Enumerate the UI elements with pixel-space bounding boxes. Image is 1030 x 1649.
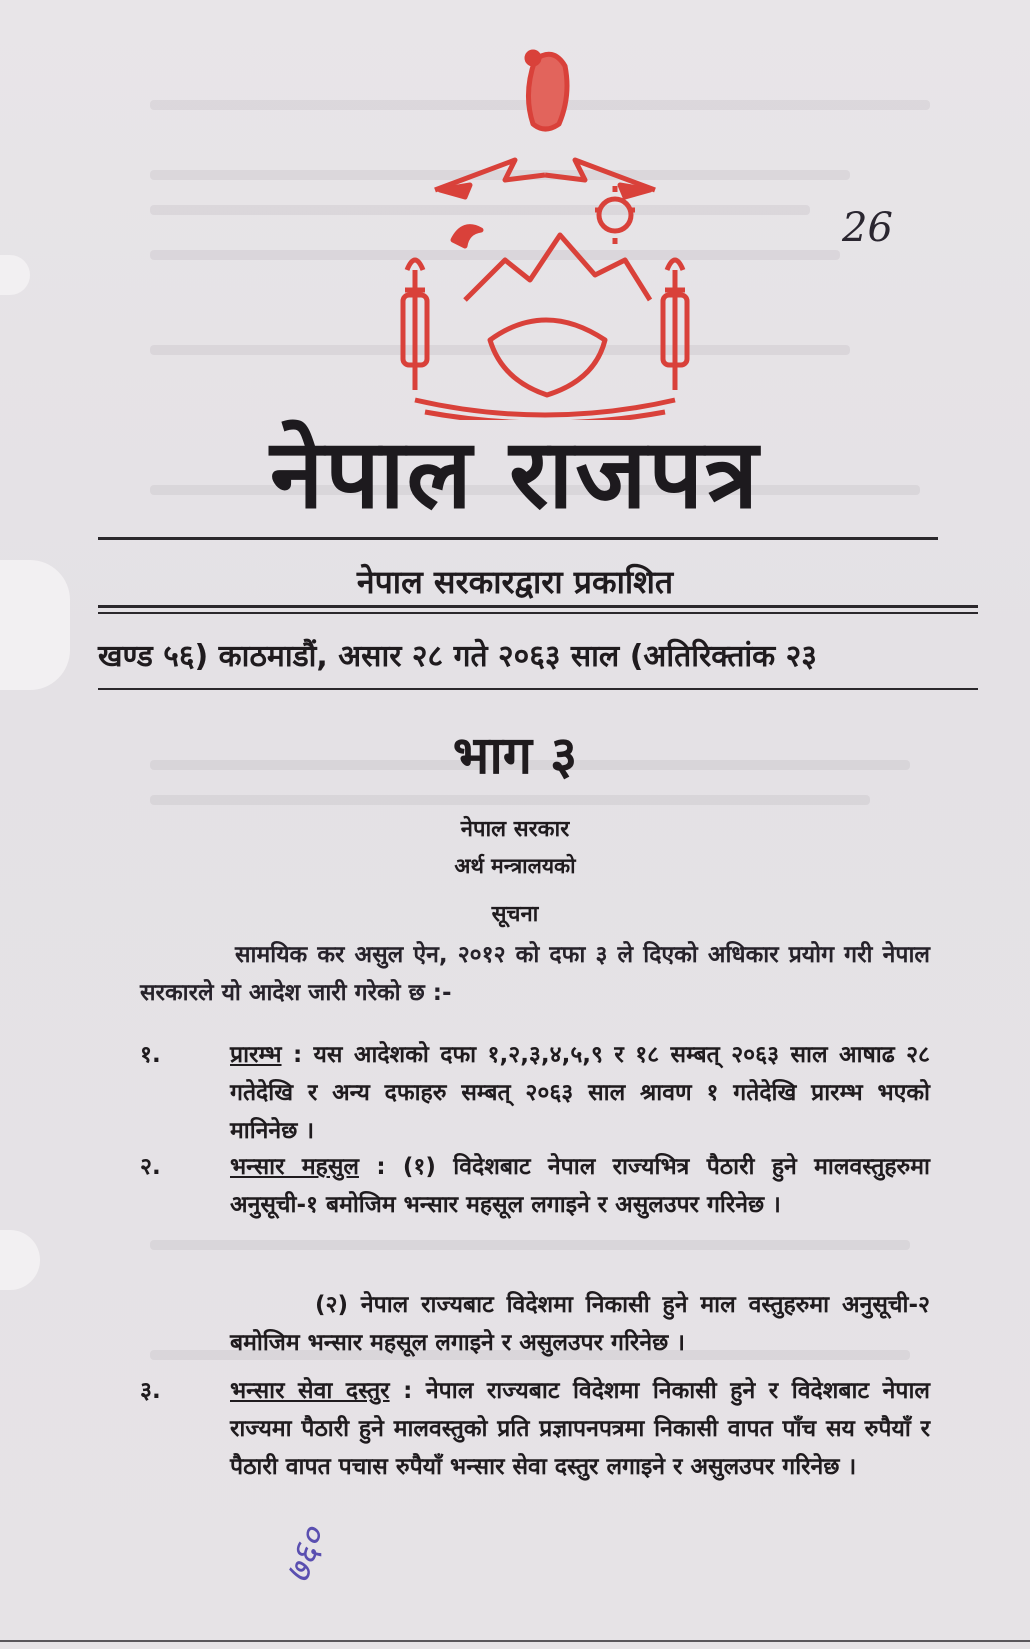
clause-heading: भन्सार सेवा दस्तुर bbox=[230, 1378, 390, 1404]
double-rule-top bbox=[98, 605, 978, 608]
clause-2-subclause: (२) नेपाल राज्यबाट विदेशमा निकासी हुने माल वस्तुहरुमा अनुसूची-२ बमोजिम भन्सार महसूल लगाइने र असुलउपर गरिनेछ । bbox=[230, 1292, 930, 1356]
torn-edge bbox=[0, 255, 30, 295]
handwritten-folio-number: ७६० bbox=[277, 1521, 335, 1589]
double-rule-bottom bbox=[98, 612, 978, 614]
clause-body: : यस आदेशको दफा १,२,३,४,५,९ र १८ सम्बत् २०६३ साल आषाढ २८ गतेदेखि र अन्य दफाहरु सम्बत् २०६३ साल श्रावण १ गतेदेखि प्रारम्भ भएको मानिनेछ । bbox=[230, 1042, 930, 1144]
gazette-title: नेपाल राजपत्र bbox=[269, 418, 761, 530]
government-heading: नेपाल सरकार bbox=[460, 817, 570, 842]
clause-heading: भन्सार महसुल bbox=[230, 1154, 359, 1180]
clause-body: : (१) विदेशबाट नेपाल राज्यभित्र पैठारी हुने मालवस्तुहरुमा अनुसूची-१ बमोजिम भन्सार महसूल लगाइने र असुलउपर गरिनेछ । bbox=[230, 1154, 930, 1218]
clause-text bbox=[230, 1148, 930, 1224]
clause-text bbox=[230, 1372, 930, 1486]
issue-rule bbox=[98, 688, 978, 690]
clause-text bbox=[230, 1036, 930, 1150]
preamble-paragraph: सामयिक कर असुल ऐन, २०१२ को दफा ३ ले दिएको अधिकार प्रयोग गरी नेपाल सरकारले यो आदेश जारी गरेको छ :- bbox=[140, 942, 930, 1006]
bleed-through bbox=[150, 795, 870, 805]
clause-number: १. bbox=[140, 1042, 161, 1068]
clause-body: : नेपाल राज्यबाट विदेशमा निकासी हुने र विदेशबाट नेपाल राज्यमा पैठारी हुने मालवस्तुको प्रति प्रज्ञापनपत्रमा निकासी वापत पाँच सय रुपैयाँ र पैठारी वापत पचास रुपैयाँ भन्सार सेवा दस्तुर लगाइने र असुलउपर गरिनेछ । bbox=[230, 1378, 930, 1480]
bleed-through bbox=[150, 1240, 910, 1250]
part-heading: भाग ३ bbox=[452, 726, 578, 786]
clause-number: ३. bbox=[140, 1378, 161, 1404]
clause-number: २. bbox=[140, 1154, 161, 1180]
page-bottom-edge bbox=[0, 1640, 1030, 1642]
national-emblem bbox=[395, 40, 695, 420]
clause-heading: प्रारम्भ bbox=[230, 1042, 282, 1068]
publisher-line: नेपाल सरकारद्वारा प्रकाशित bbox=[356, 563, 674, 601]
issue-line: खण्ड ५६) काठमाडौं, असार २८ गते २०६३ साल (अतिरिक्तांक २३ bbox=[98, 639, 817, 674]
ministry-heading: अर्थ मन्त्रालयको bbox=[454, 854, 576, 878]
torn-edge bbox=[0, 1230, 40, 1290]
handwritten-page-note: 26 bbox=[842, 205, 893, 251]
notice-label: सूचना bbox=[491, 902, 539, 927]
title-rule bbox=[98, 537, 938, 540]
